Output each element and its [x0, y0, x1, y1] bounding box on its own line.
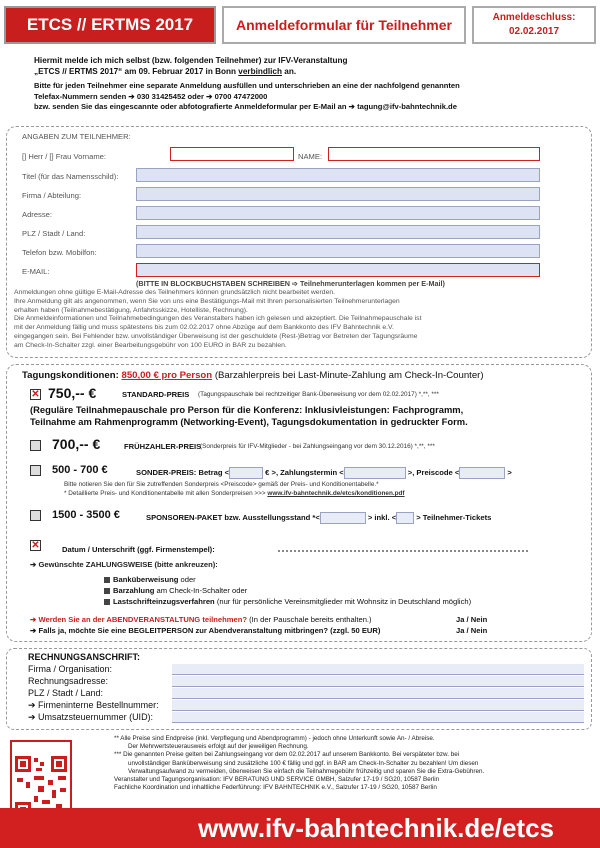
- standard-desc1: (Reguläre Teilnahmepauschale pro Person für die Konferenz: Inklusivleistungen: Fachprogramm,: [30, 404, 464, 415]
- pay-debit[interactable]: [104, 597, 471, 607]
- pay-debit-suffix: (nur für persönliche Vereinsmitglieder mit Wohnsitz in Deutschland möglich): [214, 597, 472, 606]
- footnotes: [114, 735, 594, 792]
- special-euro-label: € >, Zahlungstermin <: [263, 468, 344, 477]
- signature-line[interactable]: [278, 538, 528, 552]
- deadline-badge: [472, 6, 596, 44]
- billing-vat-input[interactable]: [172, 712, 584, 723]
- note5: mit der Anmeldung fällig und muss spätestens bis zum 02.02.2017 ohne Abzüge auf dem Bankkonto des IFV Bahntechnik e.V.: [14, 324, 394, 332]
- special-close: >: [505, 468, 512, 477]
- salutation-label[interactable]: [] Herr / [] Frau Vorname:: [22, 152, 106, 161]
- sponsor-tickets: > Teilnehmer-Tickets: [414, 513, 492, 522]
- early-label: FRÜHZAHLER-PREIS: [124, 442, 202, 451]
- intro-text: [34, 56, 574, 113]
- phone-input[interactable]: [136, 244, 540, 258]
- note6: eingegangen sein. Bei Fehlender bzw. unvollständiger Überweisung ist der geschuldete (Rest-)Betrag vor Betreten der Tagungsräume: [14, 332, 418, 340]
- participant-notes: [14, 289, 584, 351]
- billing-zip-label: PLZ / Stadt / Land:: [28, 688, 104, 698]
- billing-order-label: ➔ Firmeninterne Bestellnummer:: [28, 700, 159, 710]
- standard-description: [30, 404, 590, 428]
- pay-cash-label: Barzahlung: [113, 586, 155, 595]
- company-input[interactable]: [136, 187, 540, 201]
- signature-label: Datum / Unterschrift (ggf. Firmenstempel):: [62, 545, 215, 554]
- pay-bank-suffix: oder: [178, 575, 196, 584]
- pay-bank[interactable]: [104, 575, 196, 585]
- pay-cash-checkbox[interactable]: [104, 588, 110, 594]
- special-note1: Bitte notieren Sie den für Sie zutreffenden Sonderpreis <Preiscode> gemäß der Preis- und Konditionentabelle.*: [64, 481, 379, 488]
- sponsor-incl: > inkl. <: [365, 513, 397, 522]
- email-input[interactable]: [136, 263, 540, 277]
- standard-price: 750,-- €: [48, 385, 97, 401]
- sponsor-price: 1500 - 3500 €: [52, 509, 120, 521]
- early-note: (Sonderpreis für IFV-Mitglieder - bei Zahlungseingang vor dem 30.12.2016) *,**, ***: [200, 443, 435, 450]
- pay-bank-checkbox[interactable]: [104, 577, 110, 583]
- intro-line4: Telefax-Nummern senden ➔ 030 31425452 oder ➔ 0700 47472000: [34, 91, 268, 101]
- billing-address-label: Rechnungsadresse:: [28, 676, 109, 686]
- footnote-2b: unvollständiger Banküberweisung sind zusätzliche 100 € fällig und ggf. in BAR am Check-In-Schalter zu bezahlen! Um diesen: [128, 759, 479, 767]
- sponsor-row: [146, 512, 491, 524]
- early-checkbox[interactable]: [30, 440, 41, 451]
- special-price: 500 - 700 €: [52, 464, 108, 476]
- footnote-1b: Der Mehrwertsteuerausweis erfolgt auf der jeweiligen Rechnung.: [128, 743, 309, 751]
- event-title-badge: [4, 6, 216, 44]
- pay-cash-suffix: am Check-In-Schalter oder: [154, 586, 248, 595]
- sponsor-tickets-input[interactable]: [396, 512, 414, 524]
- special-note2: [64, 490, 405, 498]
- companion-yesno[interactable]: Ja / Nein: [456, 626, 488, 635]
- billing-address-input[interactable]: [172, 676, 584, 687]
- evening-question: [30, 615, 372, 625]
- billing-labels: [28, 663, 159, 723]
- special-date-input[interactable]: [344, 467, 406, 479]
- event-title: ETCS // ERTMS 2017: [26, 15, 194, 34]
- standard-label: STANDARD-PREIS: [122, 390, 190, 399]
- billing-company-label: Firma / Organisation:: [28, 664, 113, 674]
- footnote-coordination: Fachliche Koordination und inhaltliche Federführung: IFV BAHNTECHNIK e.V., Salzufer 17-19 / SG20, 10587 Berlin: [114, 784, 437, 792]
- evening-question-note: (In der Pauschale bereits enthalten.): [247, 615, 372, 624]
- email-note: (BITTE IN BLOCKBUCHSTABEN SCHREIBEN ➩ Teilnehmerunterlagen kommen per E-Mail): [136, 279, 445, 288]
- pay-bank-label: Banküberweisung: [113, 575, 179, 584]
- note1: Anmeldungen ohne gültige E-Mail-Adresse des Teilnehmers können grundsätzlich nicht bearbeitet werden.: [14, 289, 336, 296]
- note3: erhalten haben (Teilnahmebestätigung, Anfahrtsskizze, Hotelliste, Rechnung).: [14, 306, 248, 314]
- address-label: Adresse:: [22, 210, 52, 219]
- sponsor-label: SPONSOREN-PAKET bzw. Ausstellungsstand *<: [146, 513, 320, 522]
- special-amount-label: Betrag <: [196, 468, 230, 477]
- note7: am Check-In-Schalter zzgl. einer Bearbeitungsgebühr von 100 EURO in BAR zu bezahlen.: [14, 341, 287, 349]
- intro-line2a: „ETCS // ERTMS 2017“ am 09. Februar 2017 in Bonn: [34, 66, 239, 76]
- address-input[interactable]: [136, 206, 540, 220]
- intro-line5: bzw. senden Sie das eingescannte oder abfotografierte Anmeldeformular per E-Mail an ➔ tagung@ifv-bahntechnik.de: [34, 102, 457, 111]
- billing-company-input[interactable]: [172, 664, 584, 675]
- special-label: SONDER-PREIS:: [136, 468, 197, 477]
- signature-checkbox[interactable]: ✕: [31, 540, 40, 551]
- pay-cash[interactable]: [104, 586, 247, 596]
- payment-title: ➔ Gewünschte ZAHLUNGSWEISE (bitte ankreuzen):: [30, 560, 218, 569]
- note2: Ihre Anmeldung gilt als angenommen, wenn Sie von uns eine Bestätigungs-Mail mit Ihren personalisierten Teilnehmerunterlagen: [14, 297, 400, 305]
- footer-banner: [0, 808, 600, 848]
- special-row: [136, 467, 512, 479]
- email-label: E-MAIL:: [22, 267, 50, 276]
- footnote-1a: ** Alle Preise sind Endpreise (inkl. Verpflegung und Abendprogramm) - jedoch ohne Unterkunft sowie An- / Abreise.: [114, 735, 435, 742]
- intro-binding: verbindlich: [238, 66, 282, 76]
- lastname-input[interactable]: [328, 147, 540, 161]
- sponsor-package-input[interactable]: [320, 512, 366, 524]
- firstname-input[interactable]: [170, 147, 294, 161]
- early-price: 700,-- €: [52, 436, 101, 452]
- pay-debit-checkbox[interactable]: [104, 599, 110, 605]
- footnote-2c: Verwaltungsaufwand zu vermeiden, überweisen Sie einfach die Teilnahmegebühr frühzeitig und sparen Sie die Extra-Gebühren.: [128, 767, 485, 775]
- sponsor-checkbox[interactable]: [30, 510, 41, 521]
- conditions-title: Tagungskonditionen:: [22, 370, 119, 381]
- special-checkbox[interactable]: [30, 465, 41, 476]
- footnote-organizer: Veranstalter und Tagungsorganisation: IFV BERATUNG UND SERVICE GMBH, Salzufer 17-19 / SG20, 10587 Berlin: [114, 776, 440, 784]
- conditions-price: 850,00 € pro Person: [121, 370, 213, 381]
- standard-note: (Tagungspauschale bei rechtzeitiger Bank-Überweisung vor dem 02.02.2017) *,**, ***: [198, 391, 439, 398]
- phone-label: Telefon bzw. Mobilfon:: [22, 248, 97, 257]
- footer-url[interactable]: www.ifv-bahntechnik.de/etcs: [198, 812, 554, 843]
- zip-input[interactable]: [136, 225, 540, 239]
- special-note2-text: * Detaillierte Preis- und Konditionentabelle mit allen Sonderpreisen >>>: [64, 490, 268, 497]
- companion-question: ➔ Falls ja, möchte Sie eine BEGLEITPERSON zur Abendveranstaltung mitbringen? (zzgl. 50 EUR): [30, 626, 381, 635]
- special-amount-input[interactable]: [229, 467, 263, 479]
- standard-checkbox[interactable]: ✕: [31, 389, 40, 400]
- intro-line1: Hiermit melde ich mich selbst (bzw. folgenden Teilnehmer) zur IFV-Veranstaltung: [34, 56, 348, 65]
- company-label: Firma / Abteilung:: [22, 191, 82, 200]
- zip-label: PLZ / Stadt / Land:: [22, 229, 86, 238]
- title-label: Titel (für das Namensschild):: [22, 172, 119, 181]
- billing-vat-label: ➔ Umsatzsteuernummer (UID):: [28, 712, 154, 722]
- note4: Die Anmeldeinformationen und Teilnahmebedingungen des Veranstalters haben ich gelesen und akzeptiert. Die Teilnahmepauschale ist: [14, 315, 422, 323]
- conditions-note: (Barzahlerpreis bei Last-Minute-Zahlung am Check-In-Counter): [212, 370, 484, 381]
- conditions-link[interactable]: www.ifv-bahntechnik.de/etcs/konditionen.pdf: [267, 490, 405, 497]
- intro-line3: Bitte für jeden Teilnehmer eine separate Anmeldung ausfüllen und unterschrieben an eine der nachfolgend genannten: [34, 81, 460, 90]
- intro-line2: [34, 67, 574, 78]
- standard-desc2: Teilnahme am Rahmenprogramm (Networking-Event), Tagungsdokumentation in gedruckter Form.: [30, 416, 468, 427]
- billing-order-input[interactable]: [172, 700, 584, 711]
- evening-question-text: ➔ Werden Sie an der ABENDVERANSTALTUNG teilnehmen?: [30, 615, 248, 624]
- deadline-date: 02.02.2017: [508, 26, 560, 37]
- participant-title: ANGABEN ZUM TEILNEHMER:: [22, 132, 131, 141]
- special-code-label: >, Preiscode <: [405, 468, 460, 477]
- pay-debit-label: Lastschrifteinzugsverfahren: [113, 597, 215, 606]
- intro-line2c: an.: [281, 66, 297, 76]
- evening-yesno[interactable]: Ja / Nein: [456, 615, 488, 624]
- conditions-heading: [22, 370, 484, 381]
- deadline-label: Anmeldeschluss:: [492, 12, 576, 23]
- special-code-input[interactable]: [459, 467, 505, 479]
- billing-zip-input[interactable]: [172, 688, 584, 699]
- billing-title: RECHNUNGSANSCHRIFT:: [28, 652, 140, 662]
- form-title: Anmeldeformular für Teilnehmer: [222, 6, 466, 44]
- name-label: NAME:: [298, 152, 323, 161]
- footnote-2a: *** Die genannten Preise gelten bei Zahlungseingang vor dem 02.02.2017 auf unserem Bankkonto. Bei verspäteter bzw. bei: [114, 751, 460, 759]
- title-input[interactable]: [136, 168, 540, 182]
